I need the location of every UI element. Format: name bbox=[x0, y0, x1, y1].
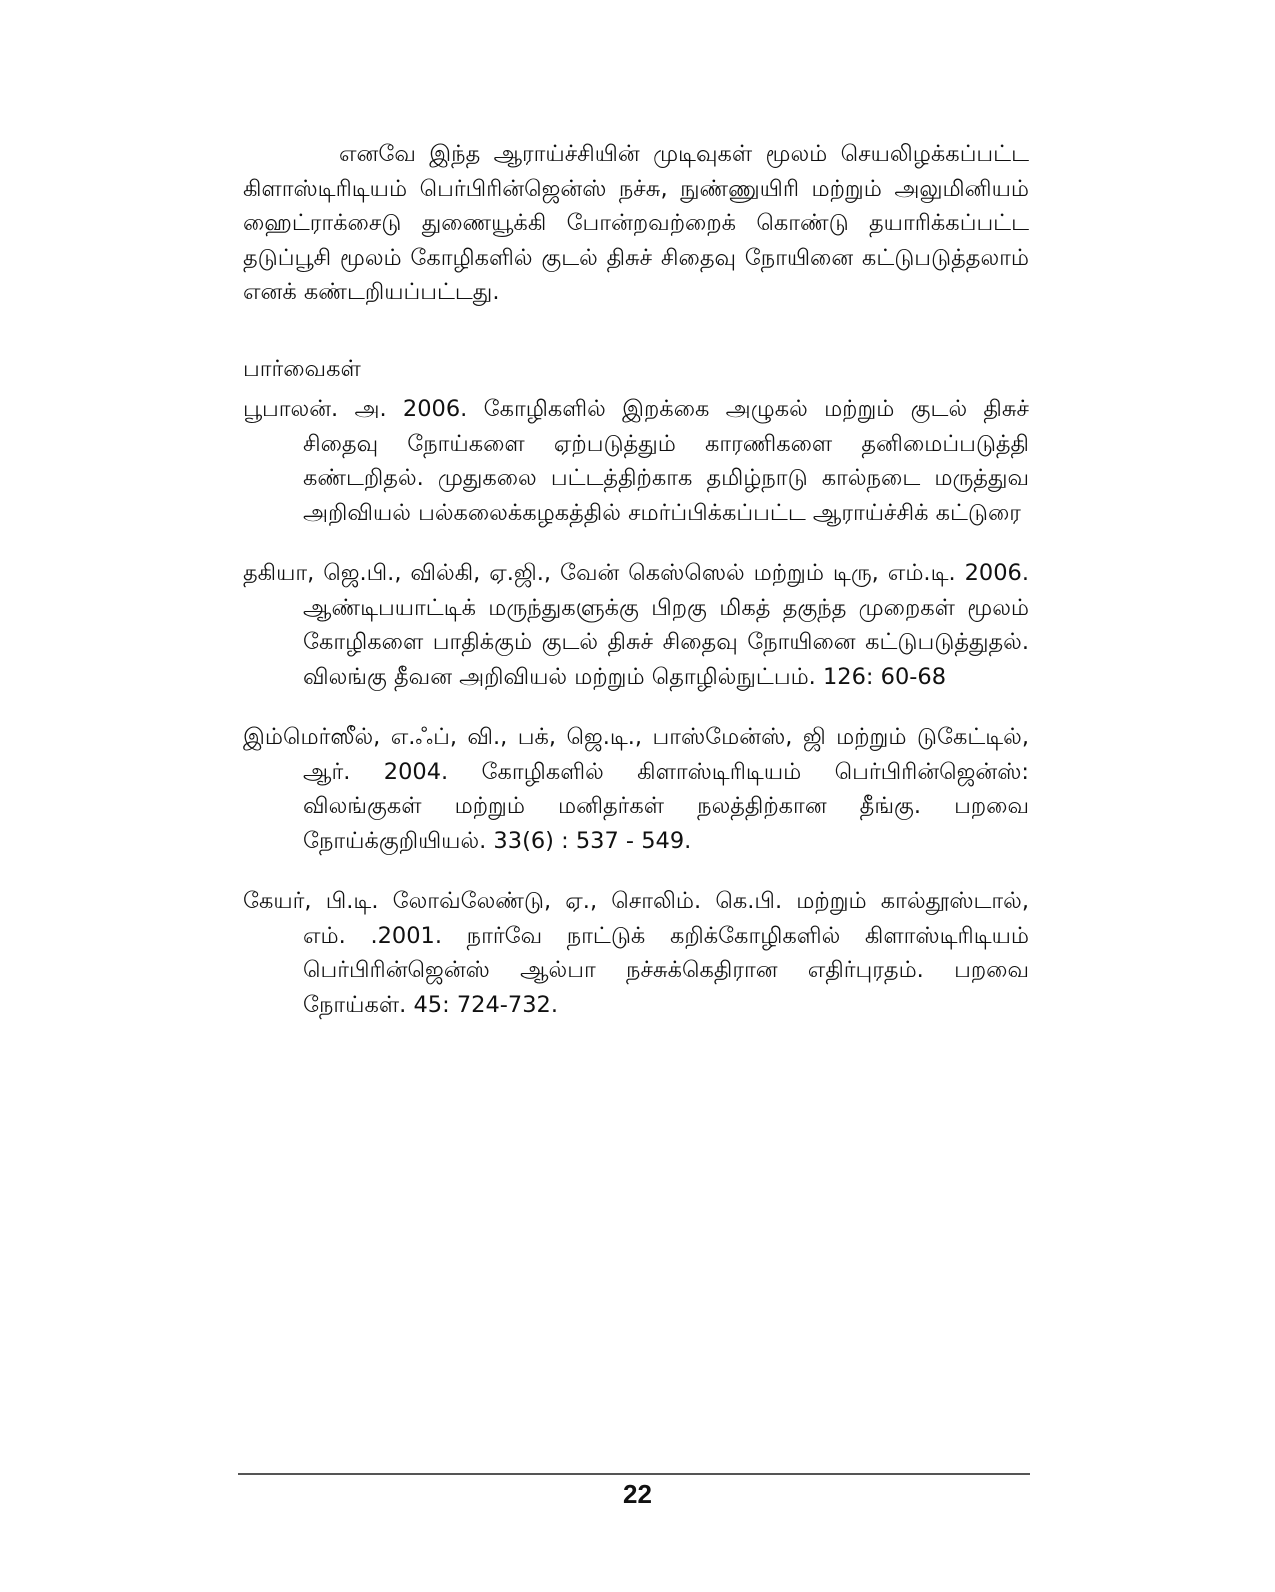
reference-item: பூபாலன். அ. 2006. கோழிகளில் இறக்கை அழுகல் மற்றும் குடல் திசுச் சிதைவு நோய்களை ஏற்படுத்தும் காரணிகளை தனிமைப்படுத்தி கண்டறிதல். முதுகலை பட்டத்திற்காக தமிழ்நாடு கால்நடை மருத்துவ அறிவியல் பல்கலைக்கழகத்தில் சமர்ப்பிக்கப்பட்ட ஆராய்ச்சிக் கட்டுரை bbox=[243, 396, 1029, 526]
conclusion-text: எனவே இந்த ஆராய்ச்சியின் முடிவுகள் மூலம் செயலிழக்கப்பட்ட கிளாஸ்டிரிடியம் பெர்பிரின்ஜென்ஸ் நச்சு, நுண்ணுயிரி மற்றும் அலுமினியம் ஹைட்ராக்சைடு துணையூக்கி போன்றவற்றைக் கொண்டு தயாரிக்கப்பட்ட தடுப்பூசி மூலம் கோழிகளில் குடல் திசுச் சிதைவு நோயினை கட்டுபடுத்தலாம் எனக் கண்டறியப்பட்டது. bbox=[243, 141, 1029, 305]
page-body bbox=[243, 137, 1029, 1048]
reference-item: இம்மெர்ஸீல், எ.ஃப், வி., பக், ஜெ.டி., பாஸ்மேன்ஸ், ஜி மற்றும் டுகேட்டில், ஆர். 2004. கோழிகளில் கிளாஸ்டிரிடியம் பெர்பிரின்ஜென்ஸ்: விலங்குகள் மற்றும் மனிதர்கள் நலத்திற்கான தீங்கு. பறவை நோய்க்குறியியல். 33(6) : 537 - 549. bbox=[243, 724, 1029, 854]
conclusion-paragraph bbox=[243, 137, 1029, 310]
reference-item: கேயர், பி.டி. லோவ்லேண்டு, ஏ., சொலிம். கெ.பி. மற்றும் கால்தூஸ்டால், எம். .2001. நார்வே நாட்டுக் கறிக்கோழிகளில் கிளாஸ்டிரிடியம் பெர்பிரின்ஜென்ஸ் ஆல்பா நச்சுக்கெதிரான எதிர்புரதம். பறவை நோய்கள். 45: 724-732. bbox=[243, 888, 1029, 1018]
references-heading: பார்வைகள் bbox=[243, 355, 361, 382]
references-list bbox=[243, 392, 1029, 1022]
page-number: 22 bbox=[623, 1479, 652, 1509]
reference-item: தகியா, ஜெ.பி., வில்கி, ஏ.ஜி., வேன் கெஸ்ஸெல் மற்றும் டிரு, எம்.டி. 2006. ஆண்டிபயாட்டிக் மருந்துகளுக்கு பிறகு மிகத் தகுந்த முறைகள் மூலம் கோழிகளை பாதிக்கும் குடல் திசுச் சிதைவு நோயினை கட்டுபடுத்துதல். விலங்கு தீவன அறிவியல் மற்றும் தொழில்நுட்பம். 126: 60-68 bbox=[243, 560, 1029, 690]
footer-divider bbox=[238, 1473, 1030, 1475]
